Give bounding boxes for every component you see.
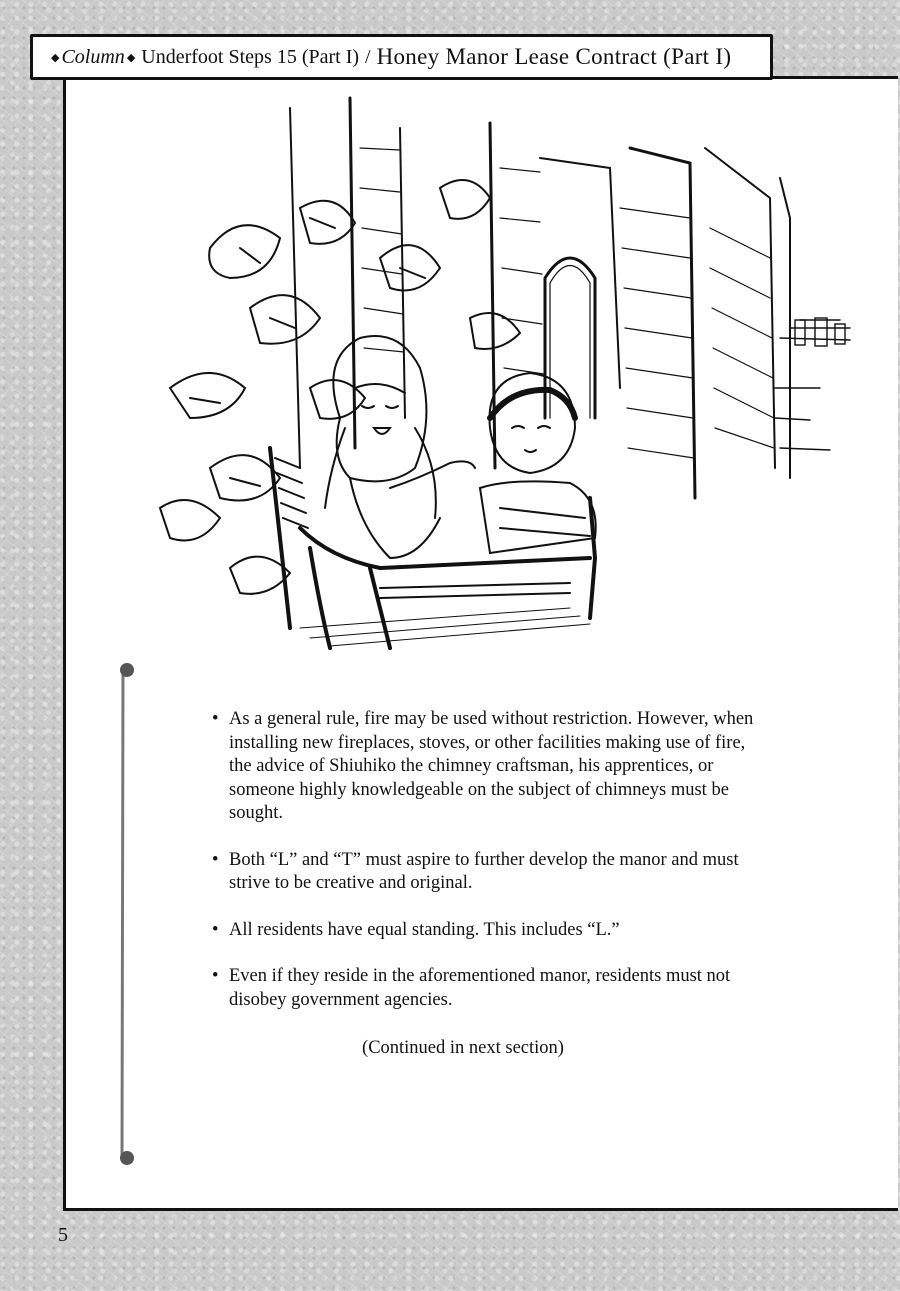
lease-rules-list (212, 708, 772, 1035)
diamond-icon: ◆ (51, 51, 60, 64)
list-item: • As a general rule, fire may be used without restriction. However, when installing new fireplaces, stoves, or other facilities making use of fire, the advice of Shiuhiko the chimney craftsman, his apprentices, or someone highly knowledgeable on the subject of chimneys must be sought. (212, 708, 772, 826)
bracket-decoration-icon (117, 662, 137, 1167)
list-item: • All residents have equal standing. This includes “L.” (212, 919, 772, 943)
column-header (30, 34, 773, 80)
sketch-two-girls-on-bench-icon (150, 88, 870, 658)
list-item: • Both “L” and “T” must aspire to further develop the manor and must strive to be creative and original. (212, 849, 772, 896)
column-label: Column (61, 45, 125, 68)
header-subtitle: Underfoot Steps 15 (Part I) (141, 45, 360, 68)
continued-note: (Continued in next section) (362, 1038, 564, 1058)
header-separator: / (365, 45, 371, 68)
list-item: • Even if they reside in the aforementioned manor, residents must not disobey government agencies. (212, 965, 772, 1012)
diamond-icon: ◆ (126, 51, 136, 64)
page-number: 5 (58, 1224, 68, 1246)
page-title: Honey Manor Lease Contract (Part I) (376, 44, 732, 69)
